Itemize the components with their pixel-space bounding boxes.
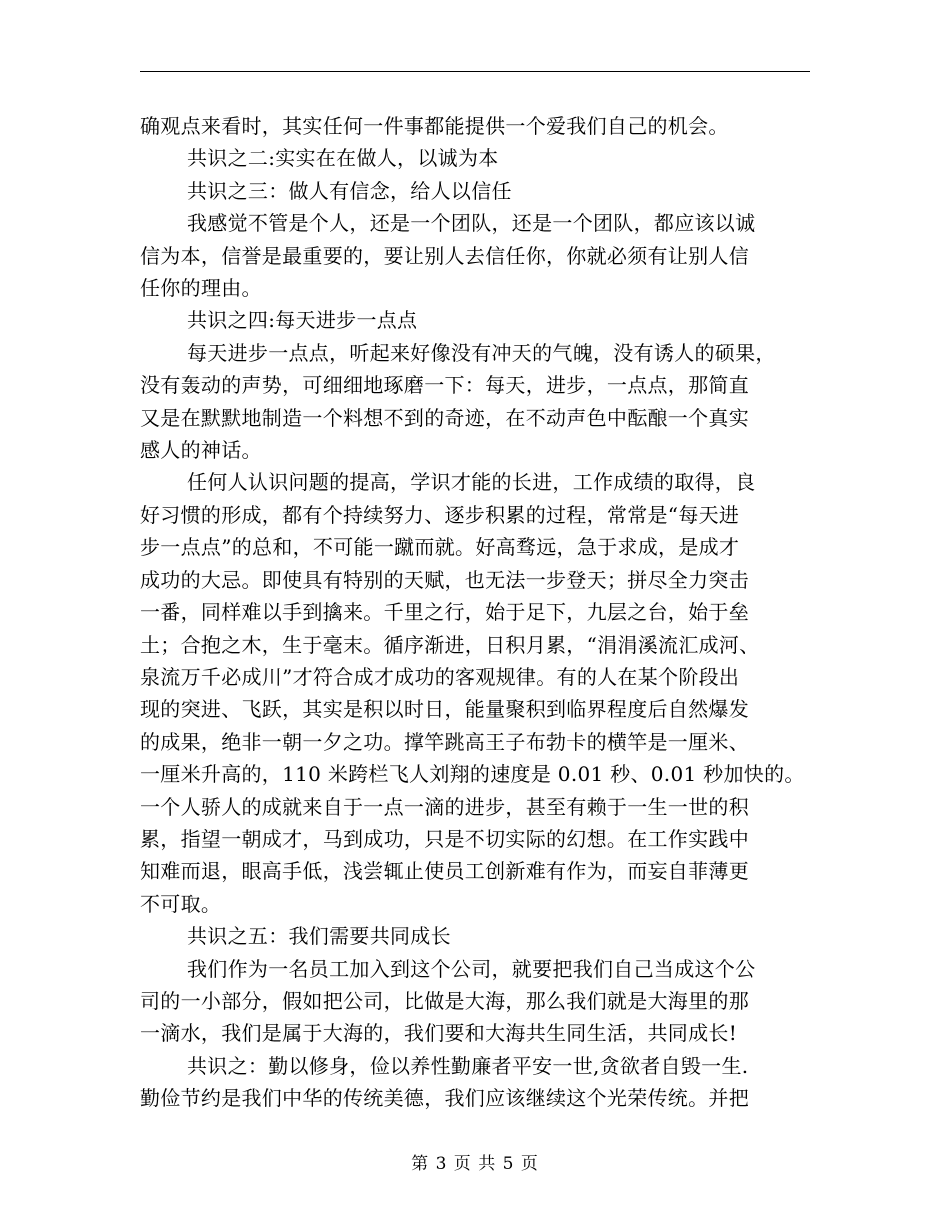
text-line: 我感觉不管是个人，还是一个团队，还是一个团队，都应该以诚 <box>187 211 756 236</box>
text-line: 一厘米升高的，110 米跨栏飞人刘翔的速度是 0.01 秒、0.01 秒加快的。 <box>140 762 805 787</box>
text-line: 步一点点”的总和，不可能一蹴而就。好高骛远，急于求成，是成才 <box>140 535 740 560</box>
text-line: 好习惯的形成，都有个持续努力、逐步积累的过程，常常是“每天进 <box>140 502 740 527</box>
text-line: 共识之：勤以修身，俭以养性勤廉者平安一世,贪欲者自毁一生. <box>187 1053 749 1078</box>
text-line: 任你的理由。 <box>140 276 262 301</box>
text-line: 确观点来看时，其实任何一件事都能提供一个爱我们自己的机会。 <box>140 114 729 138</box>
text-line: 共识之三：做人有信念，给人以信任 <box>187 178 512 203</box>
text-line: 没有轰动的声势，可细细地琢磨一下：每天，进步，一点点，那简直 <box>140 373 749 398</box>
text-line: 的成果，绝非一朝一夕之功。撑竿跳高王子布勃卡的横竿是一厘米、 <box>140 729 749 754</box>
text-line: 泉流万千必成川”才符合成才成功的客观规律。有的人在某个阶段出 <box>140 664 740 689</box>
text-line: 土；合抱之木，生于毫末。循序渐进，日积月累，“涓涓溪流汇成河、 <box>140 632 760 657</box>
text-line: 共识之二:实实在在做人，以诚为本 <box>187 146 499 171</box>
text-line: 累，指望一朝成才，马到成功，只是不切实际的幻想。在工作实践中 <box>140 826 749 851</box>
text-line: 现的突进、飞跃，其实是积以时日，能量聚积到临界程度后自然爆发 <box>140 697 749 722</box>
text-line: 又是在默默地制造一个料想不到的奇迹，在不动声色中酝酿一个真实 <box>140 405 749 430</box>
text-line: 信为本，信誉是最重要的，要让别人去信任你，你就必须有让别人信 <box>140 243 749 268</box>
text-line: 共识之五：我们需要共同成长 <box>187 924 451 949</box>
text-line: 成功的大忌。即使具有特别的天赋，也无法一步登天；拼尽全力突击 <box>140 567 749 592</box>
text-line: 一番，同样难以手到擒来。千里之行，始于足下，九层之台，始于垒 <box>140 600 749 625</box>
text-line: 不可取。 <box>140 891 222 916</box>
text-line: 共识之四:每天进步一点点 <box>187 308 418 333</box>
page-number-footer: 第 3 页 共 5 页 <box>411 1154 539 1174</box>
text-line: 任何人认识问题的提高，学识才能的长进，工作成绩的取得，良 <box>187 470 756 495</box>
text-line: 每天进步一点点，听起来好像没有冲天的气魄，没有诱人的硕果， <box>187 340 776 365</box>
header-rule <box>140 71 810 72</box>
text-line: 司的一小部分，假如把公司，比做是大海，那么我们就是大海里的那 <box>140 988 749 1013</box>
text-line: 一个人骄人的成就来自于一点一滴的进步，甚至有赖于一生一世的积 <box>140 794 749 819</box>
text-line: 一滴水，我们是属于大海的，我们要和大海共生同生活，共同成长! <box>140 1021 738 1046</box>
text-line: 感人的神话。 <box>140 438 262 463</box>
text-line: 知难而退，眼高手低，浅尝辄止使员工创新难有作为，而妄自菲薄更 <box>140 859 749 884</box>
text-line: 勤俭节约是我们中华的传统美德，我们应该继续这个光荣传统。并把 <box>140 1086 749 1111</box>
text-line: 我们作为一名员工加入到这个公司，就要把我们自己当成这个公 <box>187 956 756 981</box>
document-body <box>140 110 810 1115</box>
